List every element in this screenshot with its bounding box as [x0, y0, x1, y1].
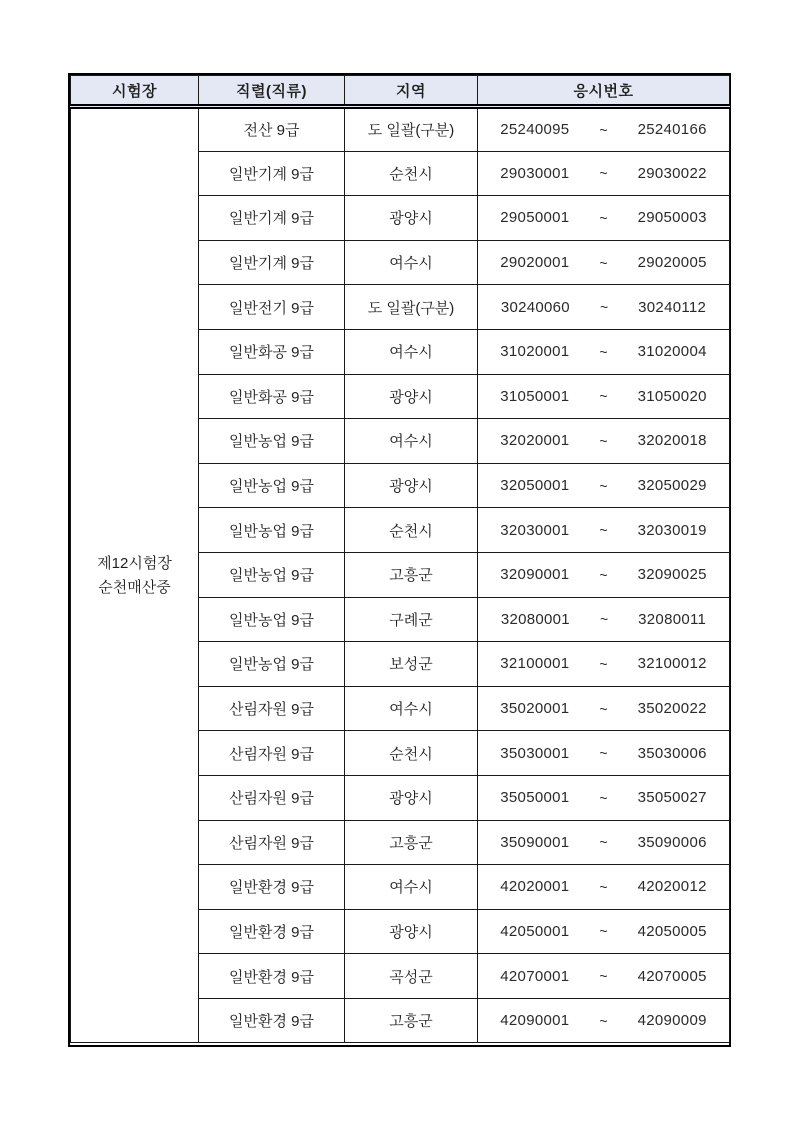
region-cell: 광양시: [345, 909, 478, 954]
range-end: 42070005: [637, 967, 707, 985]
region-cell: 광양시: [345, 374, 478, 419]
range-start: 32080001: [500, 610, 570, 628]
range-end: 32090025: [637, 566, 707, 584]
range-start: 25240095: [500, 121, 570, 139]
series-cell: 일반농업 9급: [199, 552, 345, 597]
range-end: 29020005: [637, 254, 707, 272]
region-cell: 도 일괄(구분): [345, 107, 478, 152]
region-cell: 구례군: [345, 597, 478, 642]
region-cell: 보성군: [345, 642, 478, 687]
range-end: 35030006: [637, 744, 707, 762]
range-start: 35090001: [500, 833, 570, 851]
range-tilde: ~: [599, 566, 608, 583]
table-row: [71, 107, 730, 152]
range-start: 29030001: [500, 164, 570, 182]
series-cell: 일반농업 9급: [199, 642, 345, 687]
series-cell: 일반화공 9급: [199, 374, 345, 419]
exam-assignment-table-frame: [68, 73, 731, 1047]
number-range-cell: [478, 642, 730, 687]
range-tilde: ~: [599, 254, 608, 271]
region-cell: 여수시: [345, 865, 478, 910]
number-range-cell: [478, 909, 730, 954]
range-tilde: ~: [599, 923, 608, 940]
series-cell: 일반농업 9급: [199, 597, 345, 642]
range-end: 32050029: [637, 477, 707, 495]
range-start: 35050001: [500, 789, 570, 807]
number-range-cell: [478, 597, 730, 642]
column-header-number: 응시번호: [478, 76, 730, 107]
range-start: 31020001: [500, 343, 570, 361]
range-start: 30240060: [500, 298, 570, 316]
range-end: 35050027: [637, 789, 707, 807]
range-start: 35030001: [500, 744, 570, 762]
range-tilde: ~: [599, 878, 608, 895]
range-start: 42070001: [500, 967, 570, 985]
number-range-cell: [478, 196, 730, 241]
number-range-cell: [478, 552, 730, 597]
region-cell: 곡성군: [345, 954, 478, 999]
region-cell: 여수시: [345, 419, 478, 464]
range-tilde: ~: [599, 121, 608, 138]
region-cell: 광양시: [345, 196, 478, 241]
range-tilde: ~: [599, 432, 608, 449]
range-tilde: ~: [599, 299, 609, 316]
exam-site-cell: [71, 107, 199, 1043]
number-range-cell: [478, 775, 730, 820]
number-range-cell: [478, 508, 730, 553]
region-cell: 여수시: [345, 686, 478, 731]
range-tilde: ~: [599, 209, 608, 226]
number-range-cell: [478, 731, 730, 776]
number-range-cell: [478, 419, 730, 464]
series-cell: 일반화공 9급: [199, 329, 345, 374]
range-end: 42020012: [637, 878, 707, 896]
series-cell: 일반환경 9급: [199, 865, 345, 910]
number-range-cell: [478, 686, 730, 731]
range-tilde: ~: [599, 388, 608, 405]
range-tilde: ~: [599, 343, 608, 360]
range-tilde: ~: [599, 1012, 608, 1029]
number-range-cell: [478, 954, 730, 999]
column-header-site: 시험장: [71, 76, 199, 107]
range-start: 32030001: [500, 521, 570, 539]
range-tilde: ~: [599, 611, 609, 628]
range-start: 35020001: [500, 700, 570, 718]
range-end: 42050005: [637, 922, 707, 940]
number-range-cell: [478, 329, 730, 374]
number-range-cell: [478, 240, 730, 285]
region-cell: 여수시: [345, 240, 478, 285]
series-cell: 일반기계 9급: [199, 151, 345, 196]
region-cell: 고흥군: [345, 998, 478, 1043]
range-start: 31050001: [500, 387, 570, 405]
number-range-cell: [478, 107, 730, 152]
range-start: 32100001: [500, 655, 570, 673]
range-tilde: ~: [599, 700, 608, 717]
exam-assignment-table: [70, 75, 730, 1043]
exam-site-name-line1: 제12시험장: [97, 555, 172, 573]
column-header-series: 직렬(직류): [199, 76, 345, 107]
region-cell: 고흥군: [345, 820, 478, 865]
range-end: 32100012: [637, 655, 707, 673]
range-start: 42020001: [500, 878, 570, 896]
number-range-cell: [478, 820, 730, 865]
range-start: 29050001: [500, 209, 570, 227]
range-tilde: ~: [599, 165, 608, 182]
series-cell: 일반농업 9급: [199, 463, 345, 508]
region-cell: 여수시: [345, 329, 478, 374]
region-cell: 고흥군: [345, 552, 478, 597]
range-tilde: ~: [599, 477, 608, 494]
range-end: 29030022: [637, 164, 707, 182]
series-cell: 산림자원 9급: [199, 775, 345, 820]
range-end: 29050003: [637, 209, 707, 227]
range-start: 32090001: [500, 566, 570, 584]
range-tilde: ~: [599, 655, 608, 672]
series-cell: 일반환경 9급: [199, 998, 345, 1043]
range-tilde: ~: [599, 834, 608, 851]
series-cell: 일반환경 9급: [199, 909, 345, 954]
series-cell: 일반농업 9급: [199, 419, 345, 464]
series-cell: 산림자원 9급: [199, 820, 345, 865]
series-cell: 일반기계 9급: [199, 196, 345, 241]
range-tilde: ~: [599, 968, 608, 985]
range-start: 29020001: [500, 254, 570, 272]
number-range-cell: [478, 285, 730, 330]
number-range-cell: [478, 374, 730, 419]
series-cell: 일반기계 9급: [199, 240, 345, 285]
range-end: 31050020: [637, 387, 707, 405]
range-start: 32020001: [500, 432, 570, 450]
region-cell: 광양시: [345, 463, 478, 508]
number-range-cell: [478, 151, 730, 196]
range-start: 42090001: [500, 1012, 570, 1030]
range-end: 25240166: [637, 121, 707, 139]
range-tilde: ~: [599, 522, 608, 539]
range-end: 32080011: [638, 610, 707, 628]
number-range-cell: [478, 463, 730, 508]
range-end: 35020022: [637, 700, 707, 718]
range-start: 32050001: [500, 477, 570, 495]
series-cell: 일반농업 9급: [199, 508, 345, 553]
number-range-cell: [478, 998, 730, 1043]
range-end: 32030019: [637, 521, 707, 539]
column-header-region: 지역: [345, 76, 478, 107]
region-cell: 순천시: [345, 731, 478, 776]
range-end: 35090006: [637, 833, 707, 851]
series-cell: 일반환경 9급: [199, 954, 345, 999]
range-tilde: ~: [599, 789, 608, 806]
region-cell: 도 일괄(구분): [345, 285, 478, 330]
range-start: 42050001: [500, 922, 570, 940]
series-cell: 전산 9급: [199, 107, 345, 152]
region-cell: 순천시: [345, 508, 478, 553]
header-row: [71, 76, 730, 107]
exam-site-name-line2: 순천매산중: [98, 578, 171, 596]
range-end: 42090009: [637, 1012, 707, 1030]
series-cell: 산림자원 9급: [199, 686, 345, 731]
range-end: 31020004: [637, 343, 707, 361]
region-cell: 순천시: [345, 151, 478, 196]
range-tilde: ~: [599, 745, 608, 762]
series-cell: 산림자원 9급: [199, 731, 345, 776]
range-end: 30240112: [638, 298, 707, 316]
range-end: 32020018: [637, 432, 707, 450]
series-cell: 일반전기 9급: [199, 285, 345, 330]
region-cell: 광양시: [345, 775, 478, 820]
number-range-cell: [478, 865, 730, 910]
